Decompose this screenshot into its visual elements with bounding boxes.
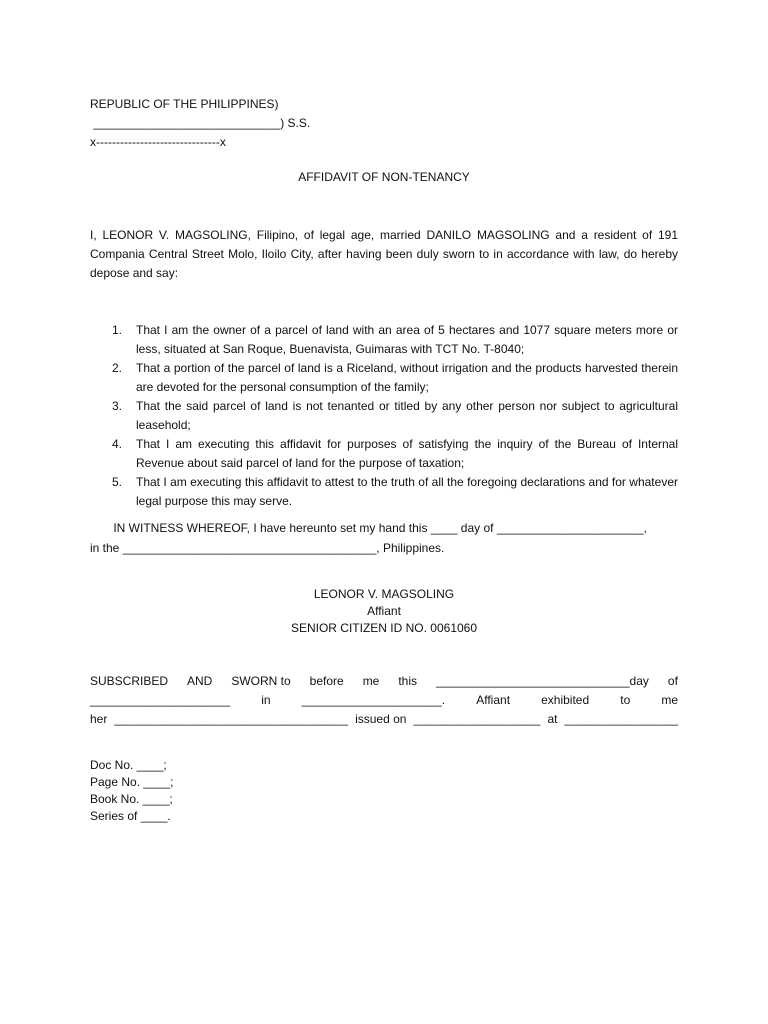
intro-paragraph: I, LEONOR V. MAGSOLING, Filipino, of legal age, married DANILO MAGSOLING and a resident of 191 Compania Central Street Molo, Iloilo City, after having been duly sworn to in accordance with law, do hereby depose and say: bbox=[90, 228, 678, 280]
jurat-word: ___________________ bbox=[413, 712, 541, 726]
jurat-word: _____________________________day bbox=[436, 674, 649, 688]
jurat-word: me bbox=[362, 674, 380, 688]
document-title: AFFIDAVIT OF NON-TENANCY bbox=[298, 170, 470, 184]
jurat-word: before bbox=[309, 674, 344, 688]
declaration-text: That a portion of the parcel of land is a Riceland, without irrigation and the products harvested therein are devoted for the personal consumption of the family; bbox=[136, 361, 678, 394]
witness-line-1: IN WITNESS WHEREOF, I have hereunto set my hand this ____ day of ______________________, bbox=[90, 521, 647, 535]
jurat-word: SWORN to bbox=[231, 674, 291, 688]
declaration-text: That the said parcel of land is not tenanted or titled by any other person nor subject to agricultural leasehold; bbox=[136, 399, 678, 432]
jurat-word: exhibited bbox=[541, 693, 590, 707]
declaration-item bbox=[90, 321, 678, 359]
declaration-number: 5. bbox=[112, 475, 123, 489]
declaration-item bbox=[90, 435, 678, 473]
jurat-line-2 bbox=[90, 691, 678, 710]
venue-block bbox=[90, 95, 310, 152]
declaration-text: That I am executing this affidavit to attest to the truth of all the foregoing declarations and for whatever legal purpose this may serve. bbox=[136, 475, 678, 508]
declaration-item bbox=[90, 397, 678, 435]
declaration-item bbox=[90, 359, 678, 397]
jurat-word: AND bbox=[187, 674, 213, 688]
witness-line-2: in the ______________________________________, Philippines. bbox=[90, 541, 445, 555]
affiant-signature-block bbox=[0, 585, 768, 636]
venue-republic: REPUBLIC OF THE PHILIPPINES) bbox=[90, 97, 279, 111]
declaration-text: That I am the owner of a parcel of land with an area of 5 hectares and 1077 square meters more or less, situated at San Roque, Buenavista, Guimaras with TCT No. T-8040; bbox=[136, 323, 678, 356]
venue-separator: x-------------------------------x bbox=[90, 135, 226, 149]
notarial-register-block bbox=[90, 756, 173, 824]
declaration-item bbox=[90, 473, 678, 511]
jurat-block bbox=[90, 672, 678, 729]
jurat-word: issued on bbox=[355, 712, 407, 726]
jurat-word: _________________ bbox=[564, 712, 678, 726]
jurat-word: ___________________________________ bbox=[114, 712, 349, 726]
jurat-word: me bbox=[661, 693, 678, 707]
declaration-text: That I am executing this affidavit for purposes of satisfying the inquiry of the Bureau of Internal Revenue about said parcel of land for the purpose of taxation; bbox=[136, 437, 678, 470]
jurat-word: her bbox=[90, 712, 108, 726]
doc-number: Doc No. ____; bbox=[90, 758, 167, 772]
declaration-number: 3. bbox=[112, 399, 123, 413]
affiant-role: Affiant bbox=[367, 604, 401, 618]
jurat-word: to bbox=[620, 693, 631, 707]
declaration-number: 1. bbox=[112, 323, 123, 337]
jurat-word: _____________________ bbox=[90, 693, 231, 707]
affiant-id: SENIOR CITIZEN ID NO. 0061060 bbox=[290, 621, 478, 635]
affiant-name: LEONOR V. MAGSOLING bbox=[313, 587, 455, 601]
venue-ss: ____________________________) S.S. bbox=[90, 116, 311, 130]
jurat-line-1 bbox=[90, 672, 678, 691]
series-of: Series of ____. bbox=[90, 809, 171, 823]
declarations-list bbox=[90, 321, 678, 511]
jurat-word: in bbox=[261, 693, 271, 707]
declaration-number: 2. bbox=[112, 361, 123, 375]
witness-clause bbox=[90, 519, 678, 559]
book-number: Book No. ____; bbox=[90, 792, 173, 806]
jurat-word: _____________________. bbox=[301, 693, 446, 707]
declaration-number: 4. bbox=[112, 437, 123, 451]
jurat-line-3 bbox=[90, 710, 678, 729]
jurat-word: this bbox=[398, 674, 418, 688]
page-number: Page No. ____; bbox=[90, 775, 174, 789]
jurat-word: SUBSCRIBED bbox=[90, 674, 169, 688]
jurat-word: at bbox=[547, 712, 558, 726]
jurat-word: of bbox=[667, 674, 678, 688]
jurat-word: Affiant bbox=[476, 693, 511, 707]
